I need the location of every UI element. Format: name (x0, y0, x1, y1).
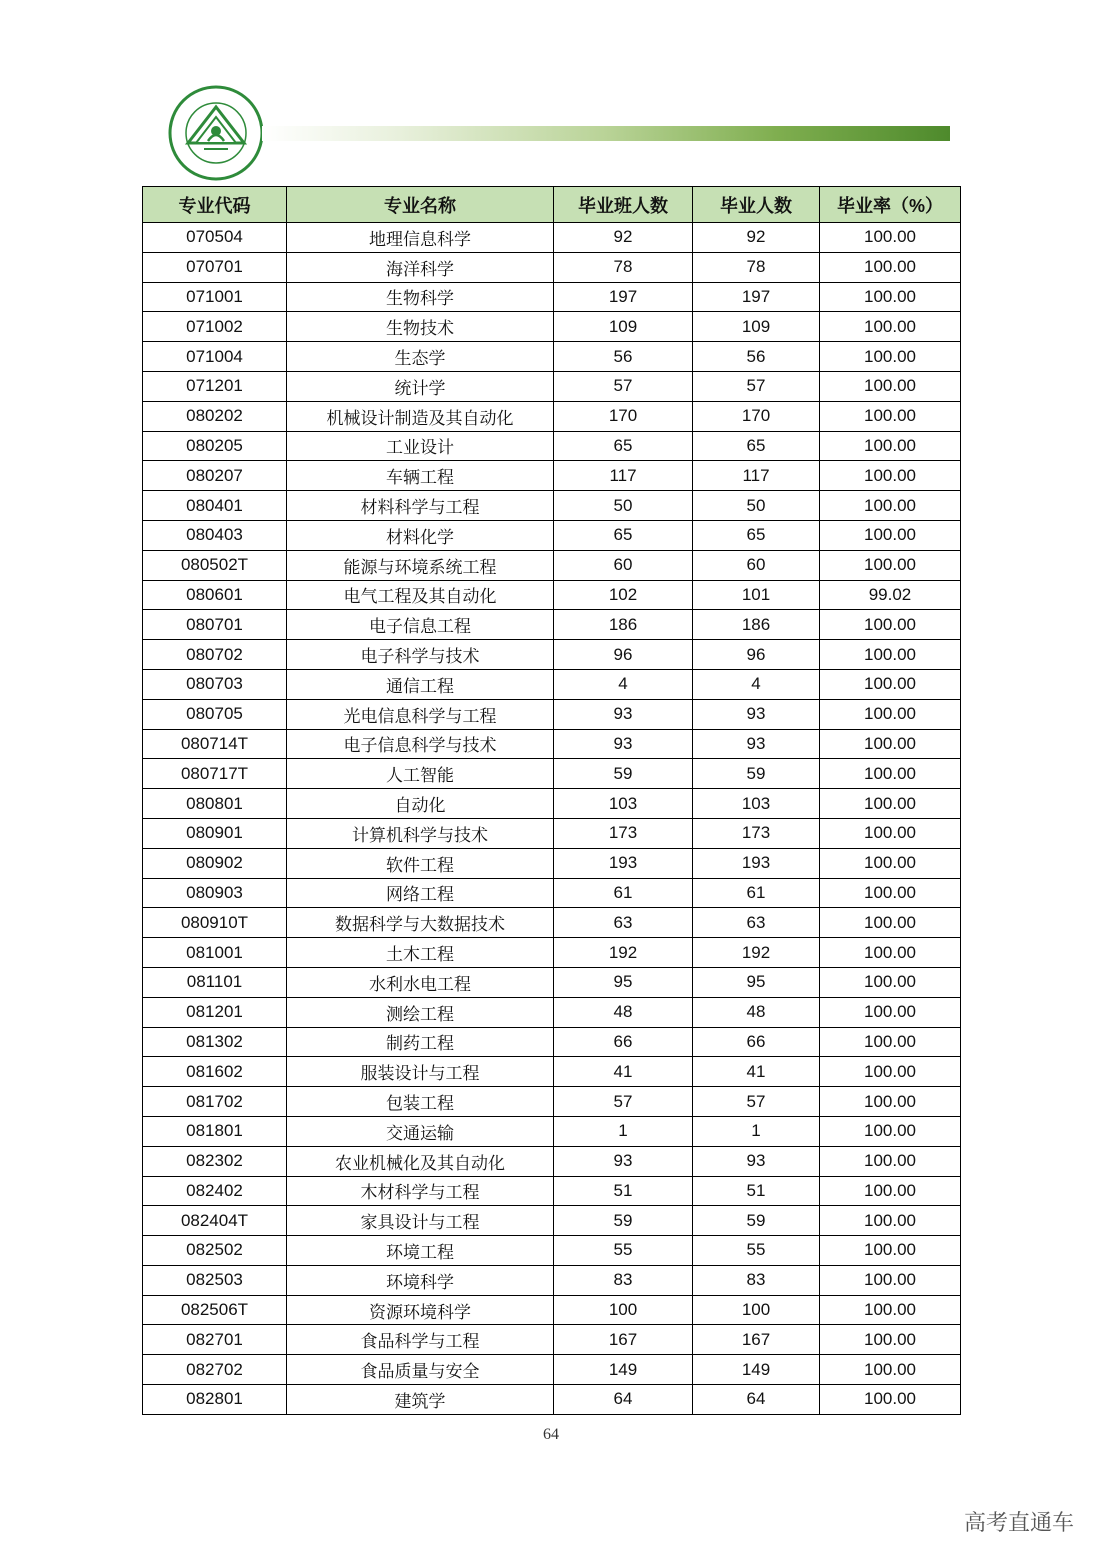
cell-major-code: 080205 (143, 431, 287, 461)
cell-major-code: 080207 (143, 461, 287, 491)
cell-major-code: 082702 (143, 1355, 287, 1385)
cell-graduate-count: 93 (693, 729, 820, 759)
cell-major-name: 能源与环境系统工程 (287, 550, 554, 580)
cell-graduation-rate: 100.00 (820, 669, 961, 699)
cell-major-name: 地理信息科学 (287, 223, 554, 253)
table-row (143, 610, 961, 640)
cell-graduation-rate: 100.00 (820, 1116, 961, 1146)
cell-major-name: 自动化 (287, 789, 554, 819)
table-row (143, 252, 961, 282)
cell-major-code: 082502 (143, 1236, 287, 1266)
cell-class-count: 96 (554, 640, 693, 670)
cell-class-count: 41 (554, 1057, 693, 1087)
table-row (143, 1146, 961, 1176)
cell-graduation-rate: 100.00 (820, 520, 961, 550)
cell-graduate-count: 96 (693, 640, 820, 670)
cell-major-code: 080401 (143, 491, 287, 521)
cell-graduate-count: 95 (693, 967, 820, 997)
cell-major-code: 081302 (143, 1027, 287, 1057)
table-row (143, 908, 961, 938)
cell-graduate-count: 66 (693, 1027, 820, 1057)
cell-graduate-count: 173 (693, 818, 820, 848)
cell-major-code: 081801 (143, 1116, 287, 1146)
cell-graduation-rate: 100.00 (820, 1385, 961, 1415)
table-row (143, 967, 961, 997)
cell-graduate-count: 65 (693, 431, 820, 461)
cell-major-name: 材料化学 (287, 520, 554, 550)
cell-graduate-count: 56 (693, 342, 820, 372)
cell-class-count: 109 (554, 312, 693, 342)
graduation-rate-table (142, 186, 961, 1415)
header-major-code: 专业代码 (143, 187, 287, 223)
cell-graduate-count: 109 (693, 312, 820, 342)
cell-major-code: 080910T (143, 908, 287, 938)
cell-major-name: 电气工程及其自动化 (287, 580, 554, 610)
table-row (143, 878, 961, 908)
cell-graduate-count: 48 (693, 997, 820, 1027)
watermark-text: 高考直通车 (963, 1511, 1074, 1536)
header-major-name: 专业名称 (287, 187, 554, 223)
table-row (143, 759, 961, 789)
cell-major-name: 生物科学 (287, 282, 554, 312)
table-row (143, 580, 961, 610)
cell-class-count: 173 (554, 818, 693, 848)
cell-major-name: 软件工程 (287, 848, 554, 878)
cell-major-name: 机械设计制造及其自动化 (287, 401, 554, 431)
cell-graduate-count: 83 (693, 1265, 820, 1295)
cell-major-code: 080901 (143, 818, 287, 848)
cell-graduate-count: 51 (693, 1176, 820, 1206)
table-row (143, 1087, 961, 1117)
cell-class-count: 103 (554, 789, 693, 819)
cell-major-code: 081101 (143, 967, 287, 997)
cell-major-code: 082503 (143, 1265, 287, 1295)
cell-major-name: 光电信息科学与工程 (287, 699, 554, 729)
cell-graduation-rate: 100.00 (820, 252, 961, 282)
university-logo (168, 85, 264, 181)
cell-class-count: 93 (554, 1146, 693, 1176)
table-row (143, 699, 961, 729)
cell-class-count: 57 (554, 371, 693, 401)
cell-major-code: 070504 (143, 223, 287, 253)
cell-graduation-rate: 100.00 (820, 1087, 961, 1117)
cell-graduation-rate: 100.00 (820, 1355, 961, 1385)
cell-class-count: 93 (554, 729, 693, 759)
cell-major-code: 080702 (143, 640, 287, 670)
cell-major-code: 082801 (143, 1385, 287, 1415)
cell-major-code: 082404T (143, 1206, 287, 1236)
cell-class-count: 4 (554, 669, 693, 699)
table-row (143, 1236, 961, 1266)
cell-major-name: 车辆工程 (287, 461, 554, 491)
cell-graduate-count: 92 (693, 223, 820, 253)
cell-major-code: 080705 (143, 699, 287, 729)
cell-class-count: 57 (554, 1087, 693, 1117)
cell-graduate-count: 55 (693, 1236, 820, 1266)
cell-major-name: 交通运输 (287, 1116, 554, 1146)
university-logo-emblem (168, 85, 264, 181)
cell-graduation-rate: 99.02 (820, 580, 961, 610)
cell-major-code: 070701 (143, 252, 287, 282)
cell-major-name: 生态学 (287, 342, 554, 372)
table-row (143, 491, 961, 521)
cell-class-count: 192 (554, 938, 693, 968)
cell-major-code: 080601 (143, 580, 287, 610)
cell-major-name: 生物技术 (287, 312, 554, 342)
cell-graduation-rate: 100.00 (820, 1325, 961, 1355)
cell-graduate-count: 65 (693, 520, 820, 550)
table-row (143, 1057, 961, 1087)
cell-major-name: 水利水电工程 (287, 967, 554, 997)
cell-major-name: 木材科学与工程 (287, 1176, 554, 1206)
cell-major-name: 家具设计与工程 (287, 1206, 554, 1236)
cell-major-name: 电子科学与技术 (287, 640, 554, 670)
cell-graduate-count: 63 (693, 908, 820, 938)
cell-class-count: 117 (554, 461, 693, 491)
cell-major-name: 土木工程 (287, 938, 554, 968)
cell-graduation-rate: 100.00 (820, 1027, 961, 1057)
cell-major-code: 071002 (143, 312, 287, 342)
header-gradient-bar (262, 126, 950, 141)
cell-graduation-rate: 100.00 (820, 1295, 961, 1325)
table-row (143, 461, 961, 491)
header-graduate-count: 毕业人数 (693, 187, 820, 223)
cell-graduate-count: 192 (693, 938, 820, 968)
cell-graduation-rate: 100.00 (820, 342, 961, 372)
table-row (143, 640, 961, 670)
table-row (143, 282, 961, 312)
cell-major-name: 工业设计 (287, 431, 554, 461)
cell-major-code: 080403 (143, 520, 287, 550)
table-row (143, 342, 961, 372)
cell-class-count: 63 (554, 908, 693, 938)
cell-graduation-rate: 100.00 (820, 997, 961, 1027)
cell-graduation-rate: 100.00 (820, 640, 961, 670)
cell-graduate-count: 186 (693, 610, 820, 640)
cell-graduate-count: 64 (693, 1385, 820, 1415)
cell-graduate-count: 93 (693, 1146, 820, 1176)
cell-major-code: 080701 (143, 610, 287, 640)
cell-major-code: 082302 (143, 1146, 287, 1176)
table-row (143, 1116, 961, 1146)
cell-graduation-rate: 100.00 (820, 1057, 961, 1087)
cell-major-name: 测绘工程 (287, 997, 554, 1027)
cell-major-code: 081201 (143, 997, 287, 1027)
cell-class-count: 51 (554, 1176, 693, 1206)
cell-major-name: 食品科学与工程 (287, 1325, 554, 1355)
table-header-row (143, 187, 961, 223)
cell-major-name: 电子信息工程 (287, 610, 554, 640)
cell-graduate-count: 103 (693, 789, 820, 819)
cell-major-name: 材料科学与工程 (287, 491, 554, 521)
cell-major-code: 081001 (143, 938, 287, 968)
cell-major-code: 081702 (143, 1087, 287, 1117)
cell-class-count: 66 (554, 1027, 693, 1057)
cell-graduation-rate: 100.00 (820, 461, 961, 491)
cell-graduate-count: 117 (693, 461, 820, 491)
cell-graduate-count: 170 (693, 401, 820, 431)
table-row (143, 550, 961, 580)
table-row (143, 997, 961, 1027)
cell-major-code: 080202 (143, 401, 287, 431)
cell-class-count: 48 (554, 997, 693, 1027)
cell-class-count: 93 (554, 699, 693, 729)
cell-graduate-count: 149 (693, 1355, 820, 1385)
cell-graduation-rate: 100.00 (820, 967, 961, 997)
table-row (143, 1176, 961, 1206)
cell-class-count: 65 (554, 431, 693, 461)
cell-graduation-rate: 100.00 (820, 1176, 961, 1206)
cell-graduate-count: 4 (693, 669, 820, 699)
table-row (143, 1206, 961, 1236)
cell-major-code: 080717T (143, 759, 287, 789)
table-row (143, 789, 961, 819)
cell-class-count: 56 (554, 342, 693, 372)
cell-graduation-rate: 100.00 (820, 312, 961, 342)
table-body (143, 223, 961, 1415)
cell-major-name: 服装设计与工程 (287, 1057, 554, 1087)
cell-class-count: 59 (554, 1206, 693, 1236)
cell-graduation-rate: 100.00 (820, 223, 961, 253)
table-row (143, 1385, 961, 1415)
cell-graduation-rate: 100.00 (820, 699, 961, 729)
cell-class-count: 64 (554, 1385, 693, 1415)
cell-graduation-rate: 100.00 (820, 610, 961, 640)
cell-class-count: 170 (554, 401, 693, 431)
cell-class-count: 50 (554, 491, 693, 521)
cell-graduate-count: 61 (693, 878, 820, 908)
header-graduation-rate: 毕业率（%） (820, 187, 961, 223)
cell-graduate-count: 60 (693, 550, 820, 580)
header-class-count: 毕业班人数 (554, 187, 693, 223)
cell-major-name: 食品质量与安全 (287, 1355, 554, 1385)
cell-major-code: 082701 (143, 1325, 287, 1355)
cell-class-count: 100 (554, 1295, 693, 1325)
cell-class-count: 61 (554, 878, 693, 908)
cell-class-count: 92 (554, 223, 693, 253)
cell-graduation-rate: 100.00 (820, 729, 961, 759)
cell-graduation-rate: 100.00 (820, 1236, 961, 1266)
cell-major-code: 082506T (143, 1295, 287, 1325)
cell-major-code: 081602 (143, 1057, 287, 1087)
cell-class-count: 78 (554, 252, 693, 282)
cell-graduate-count: 193 (693, 848, 820, 878)
cell-major-name: 建筑学 (287, 1385, 554, 1415)
table-row (143, 729, 961, 759)
page-number: 64 (543, 1426, 559, 1443)
cell-major-code: 080902 (143, 848, 287, 878)
cell-class-count: 59 (554, 759, 693, 789)
cell-class-count: 95 (554, 967, 693, 997)
cell-graduation-rate: 100.00 (820, 908, 961, 938)
cell-graduate-count: 197 (693, 282, 820, 312)
cell-major-code: 080703 (143, 669, 287, 699)
cell-graduation-rate: 100.00 (820, 848, 961, 878)
cell-major-name: 农业机械化及其自动化 (287, 1146, 554, 1176)
cell-major-name: 环境科学 (287, 1265, 554, 1295)
table-row (143, 669, 961, 699)
cell-graduate-count: 100 (693, 1295, 820, 1325)
cell-major-code: 080714T (143, 729, 287, 759)
cell-major-name: 统计学 (287, 371, 554, 401)
cell-major-name: 制药工程 (287, 1027, 554, 1057)
table-row (143, 520, 961, 550)
cell-class-count: 102 (554, 580, 693, 610)
cell-graduation-rate: 100.00 (820, 1146, 961, 1176)
table-row (143, 1265, 961, 1295)
cell-graduate-count: 57 (693, 371, 820, 401)
cell-graduate-count: 50 (693, 491, 820, 521)
cell-graduate-count: 59 (693, 759, 820, 789)
table-row (143, 431, 961, 461)
cell-graduate-count: 167 (693, 1325, 820, 1355)
table-row (143, 1355, 961, 1385)
cell-major-name: 环境工程 (287, 1236, 554, 1266)
cell-graduation-rate: 100.00 (820, 550, 961, 580)
cell-graduation-rate: 100.00 (820, 938, 961, 968)
cell-class-count: 65 (554, 520, 693, 550)
table-row (143, 1295, 961, 1325)
cell-major-code: 071004 (143, 342, 287, 372)
cell-graduation-rate: 100.00 (820, 371, 961, 401)
cell-major-name: 电子信息科学与技术 (287, 729, 554, 759)
cell-class-count: 167 (554, 1325, 693, 1355)
cell-major-name: 包装工程 (287, 1087, 554, 1117)
cell-major-name: 网络工程 (287, 878, 554, 908)
cell-class-count: 83 (554, 1265, 693, 1295)
cell-major-code: 080903 (143, 878, 287, 908)
table-row (143, 371, 961, 401)
cell-major-code: 080801 (143, 789, 287, 819)
cell-major-name: 海洋科学 (287, 252, 554, 282)
table-row (143, 223, 961, 253)
cell-major-code: 071201 (143, 371, 287, 401)
table-row (143, 818, 961, 848)
cell-graduation-rate: 100.00 (820, 818, 961, 848)
table-row (143, 848, 961, 878)
cell-major-code: 071001 (143, 282, 287, 312)
cell-graduation-rate: 100.00 (820, 878, 961, 908)
cell-graduation-rate: 100.00 (820, 759, 961, 789)
cell-class-count: 149 (554, 1355, 693, 1385)
cell-class-count: 1 (554, 1116, 693, 1146)
cell-graduate-count: 101 (693, 580, 820, 610)
cell-major-name: 人工智能 (287, 759, 554, 789)
cell-graduation-rate: 100.00 (820, 282, 961, 312)
cell-graduate-count: 41 (693, 1057, 820, 1087)
cell-graduate-count: 59 (693, 1206, 820, 1236)
cell-graduation-rate: 100.00 (820, 789, 961, 819)
cell-major-name: 数据科学与大数据技术 (287, 908, 554, 938)
cell-class-count: 60 (554, 550, 693, 580)
cell-graduate-count: 93 (693, 699, 820, 729)
cell-major-name: 资源环境科学 (287, 1295, 554, 1325)
cell-class-count: 193 (554, 848, 693, 878)
cell-graduation-rate: 100.00 (820, 1265, 961, 1295)
cell-graduation-rate: 100.00 (820, 1206, 961, 1236)
cell-major-code: 082402 (143, 1176, 287, 1206)
cell-major-name: 计算机科学与技术 (287, 818, 554, 848)
table-row (143, 401, 961, 431)
cell-class-count: 55 (554, 1236, 693, 1266)
table-row (143, 1325, 961, 1355)
cell-graduate-count: 57 (693, 1087, 820, 1117)
cell-major-name: 通信工程 (287, 669, 554, 699)
cell-graduate-count: 1 (693, 1116, 820, 1146)
table-row (143, 312, 961, 342)
table-row (143, 938, 961, 968)
cell-major-code: 080502T (143, 550, 287, 580)
cell-graduation-rate: 100.00 (820, 401, 961, 431)
cell-graduation-rate: 100.00 (820, 491, 961, 521)
cell-graduation-rate: 100.00 (820, 431, 961, 461)
cell-graduate-count: 78 (693, 252, 820, 282)
cell-class-count: 186 (554, 610, 693, 640)
table-row (143, 1027, 961, 1057)
cell-class-count: 197 (554, 282, 693, 312)
